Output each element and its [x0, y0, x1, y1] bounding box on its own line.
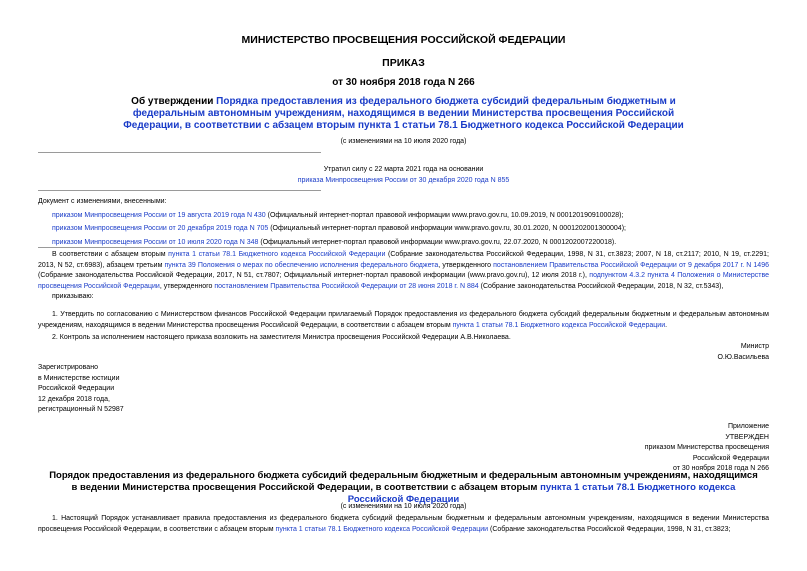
signature-name: О.Ю.Васильева — [717, 353, 769, 361]
preamble-link[interactable]: пункта 1 статьи 78.1 Бюджетного кодекса Российской Федерации — [168, 251, 386, 258]
order-edit-note: (с изменениями на 10 июля 2020 года) — [340, 503, 467, 510]
order-word: приказываю: — [52, 293, 94, 300]
title-prefix: Об утверждении — [131, 96, 217, 107]
divider — [38, 247, 321, 248]
date-number-heading: от 30 ноября 2018 года N 266 — [332, 77, 475, 88]
order-paragraph-1: 1. Настоящий Порядок устанавливает правила предоставления из федерального бюджета субсидий федеральным бюджетным и федеральным автономным учреждениям, находящимся в ведении Министерства просвещения Российской Федерации, в соответствии с абзацем вторым пункта 1 статьи 78.1 Бюджетного кодекса Российской Федерации (Собрание законодательства Российской Федерации, 1998, N 31, ст.3823; — [38, 515, 769, 533]
edit-note: (с изменениями на 10 июля 2020 года) — [340, 138, 467, 145]
preamble-link[interactable]: постановлением Правительства Российской Федерации от 28 июня 2018 г. N 884 — [214, 282, 479, 290]
divider — [38, 190, 321, 191]
change-link[interactable]: приказом Минпросвещения России от 20 декабря 2019 года N 705 — [52, 225, 269, 232]
change-link[interactable]: приказом Минпросвещения России от 10 июля 2020 года N 348 — [52, 238, 259, 246]
change-link[interactable]: приказом Минпросвещения России от 19 августа 2019 года N 430 — [52, 211, 266, 219]
order-title-link[interactable]: пункта 1 статьи 78.1 Бюджетного кодекса Российской Федерации — [347, 482, 736, 505]
list-item: приказом Минпросвещения России от 20 декабря 2019 года N 705 (Официальный интернет-портал правовой информации www.pravo.gov.ru, 30.01.2020, N 0001202001300004); — [52, 225, 626, 232]
title-link[interactable]: Порядка предоставления из федерального бюджета субсидий федеральным бюджетным и федеральным автономным учреждениям, находящимся в ведении Министерства просвещения Российской Федерации, в соответствии с абзацем вторым пункта 1 статьи 78.1 Бюджетного кодекса Российской Федерации — [123, 96, 684, 131]
preamble-link[interactable]: постановлением Правительства Российской Федерации от 9 декабря 2017 г. N 1496 — [493, 261, 769, 269]
ministry-heading: МИНИСТЕРСТВО ПРОСВЕЩЕНИЯ РОССИЙСКОЙ ФЕДЕРАЦИИ — [241, 34, 566, 46]
order-paragraph-link[interactable]: пункта 1 статьи 78.1 Бюджетного кодекса Российской Федерации — [275, 525, 489, 533]
changes-intro: Документ с изменениями, внесенными: — [38, 198, 167, 205]
signature-role: Министр — [740, 343, 769, 350]
lost-force-text: Утратил силу с 22 марта 2021 года на основании — [323, 166, 484, 173]
item-1-link[interactable]: пункта 1 статьи 78.1 Бюджетного кодекса Российской Федерации — [452, 321, 666, 329]
doc-type-heading: ПРИКАЗ — [382, 57, 425, 69]
preamble-link[interactable]: пункта 39 Положения о мерах по обеспечению исполнения федерального бюджета — [164, 261, 439, 269]
lost-force-note — [230, 165, 577, 186]
signature-block — [717, 342, 769, 363]
list-item: приказом Минпросвещения России от 10 июля 2020 года N 348 (Официальный интернет-портал правовой информации www.pravo.gov.ru, 22.07.2020, N 0001202007220018). — [52, 238, 617, 246]
preamble-paragraph: В соответствии с абзацем вторым пункта 1 статьи 78.1 Бюджетного кодекса Российской Федерации (Собрание законодательства Российской Федерации, 1998, N 31, ст.3823; 2007, N 18, ст.2117; 2010, N 19, ст.2291; 2013, N 52, ст.6983), абзацем третьим пункта 39 Положения о мерах по обеспечению исполнения федерального бюджета, утвержденного постановлением Правительства Российской Федерации от 9 декабря 2017 г. N 1496 (Собрание законодательства Российской Федерации, 2017, N 51, ст.7807; Официальный интернет-портал правовой информации (www.pravo.gov.ru), 12 июля 2018 г.), подпунктом 4.3.2 пункта 4 Положения о Министерстве просвещения Российской Федерации, утвержденного постановлением Правительства Российской Федерации от 28 июня 2018 г. N 884 (Собрание законодательства Российской Федерации, 2018, N 32, ст.5343), приказываю: — [38, 250, 769, 303]
order-title: Порядок предоставления из федерального бюджета субсидий федеральным бюджетным и федеральным автономным учреждениям, находящимся в ведении Министерства просвещения Российской Федерации, в соответствии с абзацем вторым пункта 1 статьи 78.1 Бюджетного кодекса Российской Федерации — [49, 470, 758, 505]
divider — [38, 152, 321, 153]
list-item: приказом Минпросвещения России от 19 августа 2019 года N 430 (Официальный интернет-портал правовой информации www.pravo.gov.ru, 10.09.2019, N 0001201909100028); — [52, 211, 624, 219]
registration-block: Зарегистрировано в Министерстве юстиции Российской Федерации 12 декабря 2018 года, регистрационный N 52987 — [38, 364, 124, 413]
changes-list — [38, 197, 768, 248]
preamble-link[interactable]: подпунктом 4.3.2 пункта 4 Положения о Министерстве просвещения Российской Федерации — [38, 272, 769, 290]
document-title — [120, 96, 687, 132]
item-2-paragraph: 2. Контроль за исполнением настоящего приказа возложить на заместителя Министра просвещения Российской Федерации А.В.Николаева. — [52, 334, 511, 341]
appendix-block: Приложение УТВЕРЖДЕН приказом Министерства просвещения Российской Федерации от 30 ноября 2018 года N 266 — [644, 423, 769, 472]
lost-force-link[interactable]: приказа Минпросвещения России от 30 декабря 2020 года N 855 — [297, 176, 510, 184]
item-1-paragraph: 1. Утвердить по согласованию с Министерством финансов Российской Федерации прилагаемый Порядок предоставления из федерального бюджета субсидий федеральным бюджетным и федеральным автономным учреждениям, находящимся в ведении Министерства просвещения Российской Федерации, в соответствии с абзацем вторым пункта 1 статьи 78.1 Бюджетного кодекса Российской Федерации. — [38, 311, 769, 329]
